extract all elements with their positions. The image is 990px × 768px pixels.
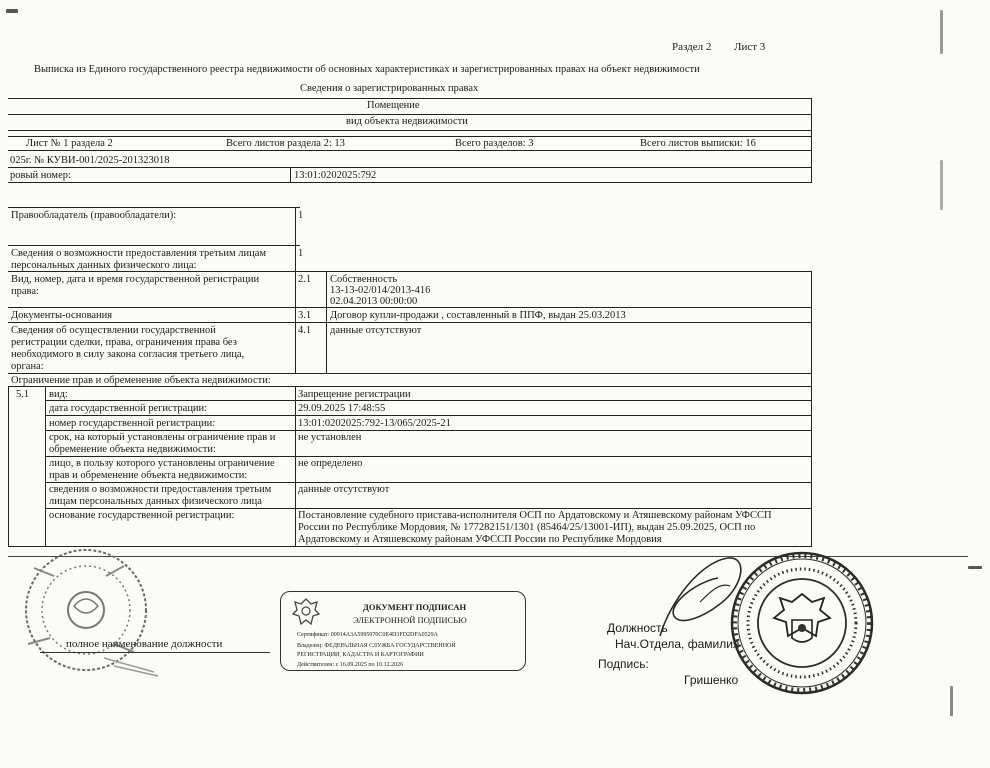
- restriction-term-value: не установлен: [298, 432, 362, 443]
- restriction-pd-value: данные отсутствуют: [298, 484, 390, 495]
- object-type: Помещение: [367, 100, 420, 111]
- third-party-number: 1: [298, 248, 304, 259]
- third-party-label-line2: персональных данных физического лица:: [11, 260, 197, 271]
- consent-label-line1: Сведения об осуществлении государственной: [11, 325, 216, 336]
- signature-certificate: Сертификат: 00914A3A5995070C0E4D3FD2DFA0529A: [297, 632, 438, 638]
- restriction-basis-line1: Постановление судебного пристава-исполнителя ОСП по Ардатовскому и Атяшевскому районам УФССП: [298, 510, 772, 521]
- signature-owner-line2: РЕГИСТРАЦИИ, КАДАСТРА И КАРТОГРАФИИ: [297, 652, 424, 658]
- restriction-basis-line2: России по Республике Мордовия, № 177282151/1301 (85464/25/13001-ИП), выдан 25.09.2025, ОСП по: [298, 522, 756, 533]
- registration-number: 025г. № КУВИ-001/2025-201323018: [10, 155, 170, 166]
- restriction-number-value: 13:01:0202025:792-13/065/2025-21: [298, 418, 451, 429]
- electronic-signature-panel: [280, 591, 526, 671]
- right-label-line2: права:: [11, 286, 39, 297]
- consent-label-line4: органа:: [11, 361, 44, 372]
- holder-number: 1: [298, 210, 304, 221]
- sheet-number: Лист № 1 раздела 2: [26, 138, 113, 149]
- left-seal-stamp: [4, 548, 180, 684]
- sign-label: Подпись:: [598, 657, 649, 671]
- emblem-icon: [291, 596, 321, 626]
- restriction-number: 5.1: [16, 389, 30, 400]
- total-sections: Всего разделов: 3: [455, 138, 534, 149]
- position-caption: полное наименование должности: [66, 638, 223, 650]
- company-seal-stamp: [726, 548, 878, 698]
- document-title: Выписка из Единого государственного реестра недвижимости об основных характеристиках и зарегистрированных правах на объект недвижимости: [34, 64, 700, 75]
- object-type-caption: вид объекта недвижимости: [346, 116, 468, 127]
- restriction-pd-label-line2: лицам персональных данных физического лица: [49, 496, 262, 507]
- signature-title: ДОКУМЕНТ ПОДПИСАН: [363, 602, 467, 612]
- section-label: Раздел 2: [672, 41, 712, 53]
- restriction-term-label-line2: обременение объекта недвижимости:: [49, 444, 216, 455]
- signature-subtitle: ЭЛЕКТРОННОЙ ПОДПИСЬЮ: [353, 615, 467, 625]
- signature-validity: Действителен: с 16.09.2025 по 10.12.2026: [297, 662, 404, 668]
- third-party-label-line1: Сведения о возможности предоставления третьим лицам: [11, 248, 267, 259]
- total-sheets-section: Всего листов раздела 2: 13: [226, 138, 345, 149]
- right-kind: Собственность: [330, 274, 398, 285]
- restriction-kind-value: Запрещение регистрации: [298, 389, 411, 400]
- restriction-pd-label-line1: сведения о возможности предоставления третьим: [49, 484, 272, 495]
- cadastral-number: 13:01:0202025:792: [294, 170, 377, 181]
- restriction-kind-label: вид:: [49, 389, 68, 400]
- consent-number: 4.1: [298, 325, 312, 336]
- total-sheets: Всего листов выписки: 16: [640, 138, 756, 149]
- role-label: Должность: [607, 621, 668, 635]
- restriction-term-label-line1: срок, на который установлены ограничение прав и: [49, 432, 276, 443]
- restriction-person-label-line1: лицо, в пользу которого установлены ограничение: [49, 458, 275, 469]
- signer-name: Гришенко: [684, 673, 739, 687]
- document-subtitle: Сведения о зарегистрированных правах: [300, 83, 479, 94]
- documents-number: 3.1: [298, 310, 312, 321]
- right-reg-number: 13-13-02/014/2013-416: [330, 285, 431, 296]
- consent-label-line2: регистрации сделки, права, ограничения права без: [11, 337, 237, 348]
- restriction-person-value: не определено: [298, 458, 363, 469]
- head-label: Нач.Отдела, фамилия: [615, 637, 740, 651]
- restriction-date-value: 29.09.2025 17:48:55: [298, 403, 386, 414]
- restriction-date-label: дата государственной регистрации:: [49, 403, 208, 414]
- consent-value: данные отсутствуют: [330, 325, 422, 336]
- sheet-label: Лист 3: [734, 41, 766, 53]
- cadastral-label: ровый номер:: [10, 170, 71, 181]
- right-reg-date: 02.04.2013 00:00:00: [330, 296, 418, 307]
- restriction-basis-line3: Ардатовскому и Атяшевскому районам УФССП России по Республике Мордовия: [298, 534, 662, 545]
- restriction-header: Ограничение прав и обременение объекта недвижимости:: [11, 375, 271, 386]
- signature-owner-line1: Владелец: ФЕДЕРАЛЬНАЯ СЛУЖБА ГОСУДАРСТВЕННОЙ: [297, 643, 456, 649]
- right-number: 2.1: [298, 274, 312, 285]
- restriction-basis-label: основание государственной регистрации:: [49, 510, 235, 521]
- restriction-number-label: номер государственной регистрации:: [49, 418, 216, 429]
- documents-label: Документы-основания: [11, 310, 113, 321]
- restriction-person-label-line2: прав и обременение объекта недвижимости:: [49, 470, 248, 481]
- right-label-line1: Вид, номер, дата и время государственной регистрации: [11, 274, 260, 285]
- holder-label: Правообладатель (правообладатели):: [11, 210, 177, 221]
- documents-value: Договор купли-продажи , составленный в ППФ, выдан 25.03.2013: [330, 310, 626, 321]
- consent-label-line3: необходимого в силу закона согласия третьего лица,: [11, 349, 245, 360]
